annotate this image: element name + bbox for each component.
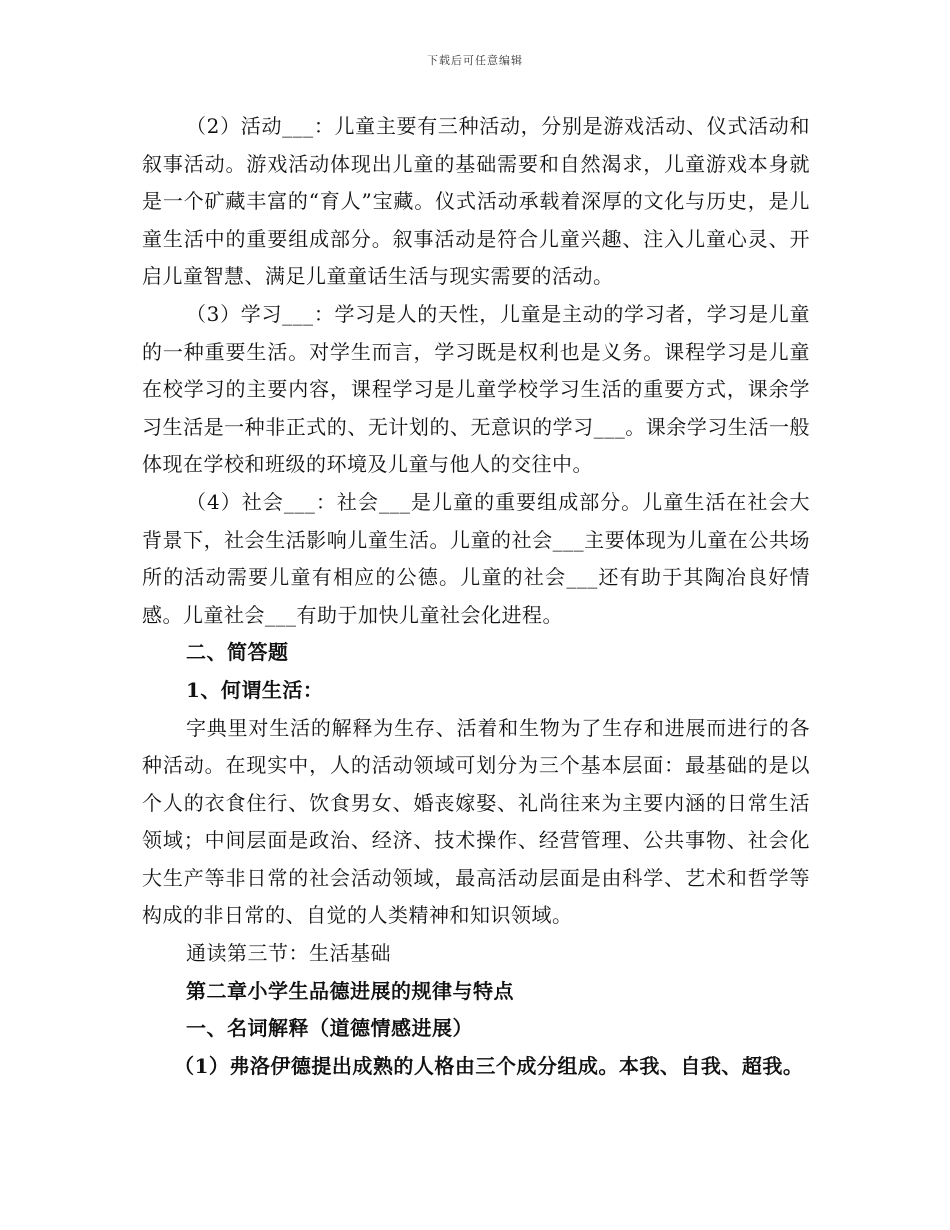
paragraph-learning: （3）学习___：学习是人的天性，儿童是主动的学习者，学习是儿童的一种重要生活。对学生而言，学习既是权利也是义务。课程学习是儿童在校学习的主要内容，课程学习是儿童学校学习生活的重要方式，课余学习生活是一种非正式的、无计划的、无意识的学习___。课余学习生活一般体现在学校和班级的环境及儿童与他人的交往中。 (142, 301, 810, 477)
heading-term-explanation: 一、名词解释（道德情感进展） (186, 1016, 473, 1041)
paragraph-read-section: 通读第三节：生活基础 (186, 941, 391, 966)
paragraph-life-definition: 字典里对生活的解释为生存、活着和生物为了生存和进展而进行的各种活动。在现实中，人的活动领域可划分为三个基本层面：最基础的是以个人的衣食住行、饮食男女、婚丧嫁娶、礼尚往来为主要内涵的日常生活领域；中间层面是政治、经济、技术操作、经营管理、公共事物、社会化大生产等非日常的社会活动领域，最高活动层面是由科学、艺术和哲学等构成的非日常的、自觉的人类精神和知识领域。 (142, 715, 810, 928)
paragraph-freud: （1）弗洛伊德提出成熟的人格由三个成分组成。本我、自我、超我。 (174, 1053, 804, 1078)
heading-short-answer: 二、简答题 (186, 640, 289, 665)
document-body (142, 108, 810, 1085)
heading-what-is-life: 1、何谓生活： (186, 677, 324, 702)
page-header: 下载后可任意编辑 (427, 54, 523, 67)
heading-chapter-two: 第二章小学生品德进展的规律与特点 (186, 978, 514, 1003)
paragraph-activity: （2）活动___：儿童主要有三种活动，分别是游戏活动、仪式活动和叙事活动。游戏活动体现出儿童的基础需要和自然渴求，儿童游戏本身就是一个矿藏丰富的“育人”宝藏。仪式活动承载着深厚的文化与历史，是儿童生活中的重要组成部分。叙事活动是符合儿童兴趣、注入儿童心灵、开启儿童智慧、满足儿童童话生活与现实需要的活动。 (142, 114, 810, 289)
paragraph-society: （4）社会___：社会___是儿童的重要组成部分。儿童生活在社会大背景下，社会生活影响儿童生活。儿童的社会___主要体现为儿童在公共场所的活动需要儿童有相应的公德。儿童的社会___还有助于其陶冶良好情感。儿童社会___有助于加快儿童社会化进程。 (142, 489, 810, 627)
